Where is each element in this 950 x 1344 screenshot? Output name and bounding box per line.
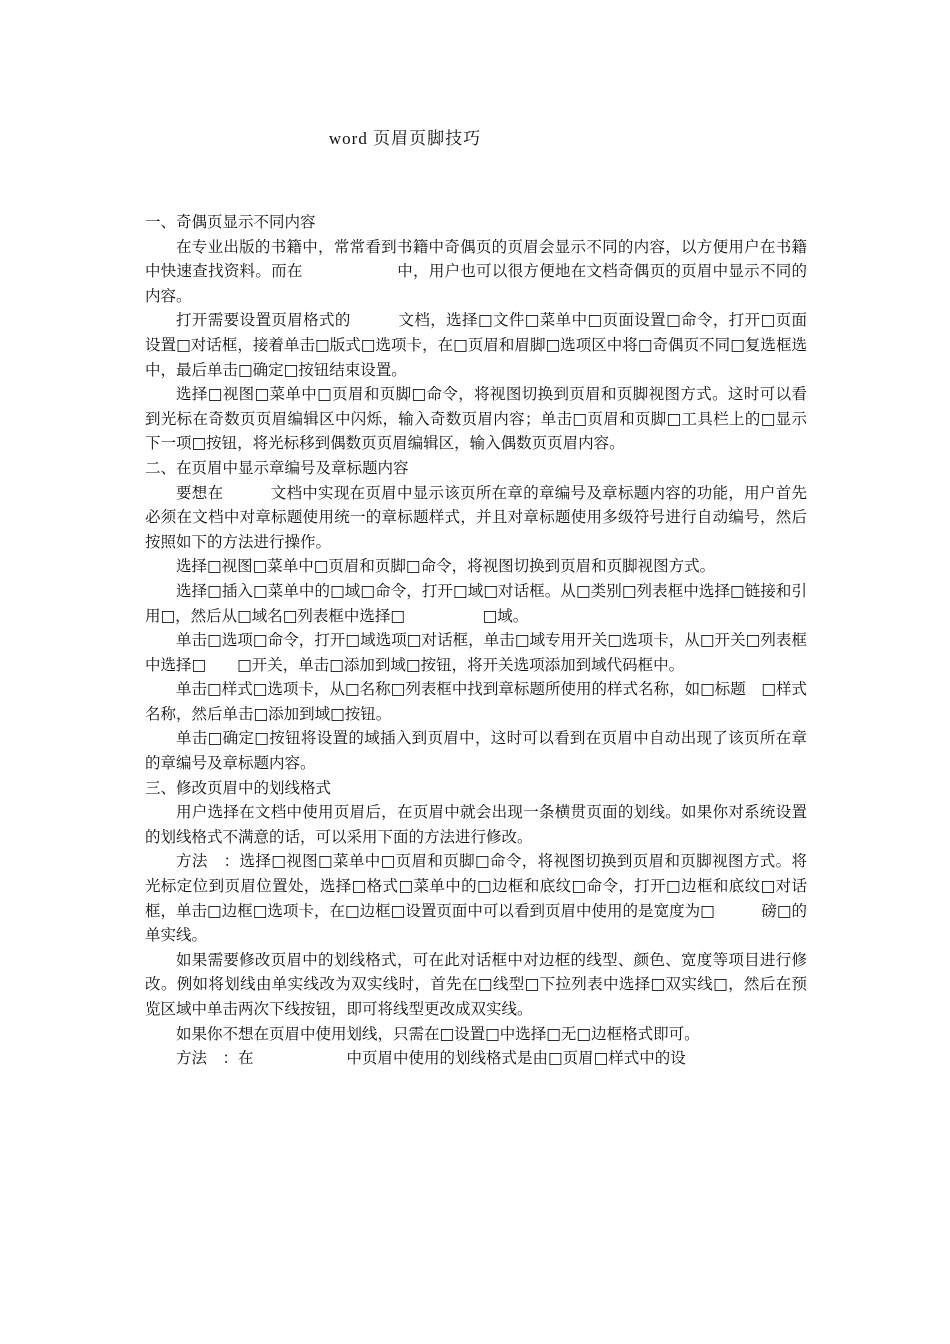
body-paragraph: 要想在 文档中实现在页眉中显示该页所在章的章编号及章标题内容的功能，用户首先必须在文档中对章标题使用统一的章标题样式，并且对章标题使用多级符号进行自动编号，然后按照如下的方法进行操作。	[145, 483, 807, 551]
section-heading: 二、在页眉中显示章编号及章标题内容	[145, 458, 409, 477]
body-paragraph: 用户选择在文档中使用页眉后，在页眉中就会出现一条横贯页面的划线。如果你对系统设置的划线格式不满意的话，可以采用下面的方法进行修改。	[145, 803, 807, 846]
body-paragraph: 选择□插入□菜单中的□域□命令，打开□域□对话框。从□类别□列表框中选择□链接和引用□，然后从□域名□列表框中选择□ □域。	[145, 581, 807, 625]
body-paragraph: 方法 ：选择□视图□菜单中□页眉和页脚□命令，将视图切换到页眉和页脚视图方式。将光标定位到页眉位置处，选择□格式□菜单中的□边框和底纹□命令，打开□边框和底纹□对话框，单击□边框□选项卡，在□边框□设置页面中可以看到页眉中使用的是宽度为□ 磅□的单实线。	[145, 852, 807, 945]
section-heading: 一、奇偶页显示不同内容	[145, 213, 316, 231]
body-paragraph: 在专业出版的书籍中，常常看到书籍中奇偶页的页眉会显示不同的内容，以方便用户在书籍中快速查找资料。而在 中，用户也可以很方便地在文档奇偶页的页眉中显示不同的内容。	[145, 237, 807, 305]
section-heading: 三、修改页眉中的划线格式	[145, 778, 332, 797]
document-title: word 页眉页脚技巧	[328, 129, 482, 148]
body-paragraph: 方法 ：在 中页眉中使用的划线格式是由□页眉□样式中的设	[176, 1049, 686, 1068]
body-paragraph: 选择□视图□菜单中□页眉和页脚□命令，将视图切换到页眉和页脚视图方式。	[176, 557, 716, 576]
body-paragraph: 打开需要设置页眉格式的 文档，选择□文件□菜单中□页面设置□命令，打开□页面设置□对话框，接着单击□版式□选项卡，在□页眉和眉脚□选项区中将□奇偶页不同□复选框选中，最后单击□确定□按钮结束设置。	[145, 311, 807, 379]
body-paragraph: 选择□视图□菜单中□页眉和页脚□命令，将视图切换到页眉和页脚视图方式。这时可以看到光标在奇数页页眉编辑区中闪烁，输入奇数页眉内容；单击□页眉和页脚□工具栏上的□显示下一项□按钮，将光标移到偶数页页眉编辑区，输入偶数页页眉内容。	[145, 385, 807, 453]
body-paragraph: 单击□选项□命令，打开□域选项□对话框，单击□域专用开关□选项卡，从□开关□列表框中选择□ □开关，单击□添加到域□按钮，将开关选项添加到域代码框中。	[145, 631, 807, 674]
document-body	[145, 210, 807, 1071]
body-paragraph: 单击□确定□按钮将设置的域插入到页眉中，这时可以看到在页眉中自动出现了该页所在章的章编号及章标题内容。	[145, 729, 807, 773]
body-paragraph: 单击□样式□选项卡，从□名称□列表框中找到章标题所使用的样式名称，如□标题 □样式名称，然后单击□添加到域□按钮。	[145, 680, 807, 723]
body-paragraph: 如果需要修改页眉中的划线格式，可在此对话框中对边框的线型、颜色、宽度等项目进行修改。例如将划线由单实线改为双实线时，首先在□线型□下拉列表中选择□双实线□，然后在预览区域中单击两次下线按钮，即可将线型更改成双实线。	[145, 950, 807, 1018]
body-paragraph: 如果你不想在页眉中使用划线，只需在□设置□中选择□无□边框格式即可。	[176, 1024, 700, 1043]
